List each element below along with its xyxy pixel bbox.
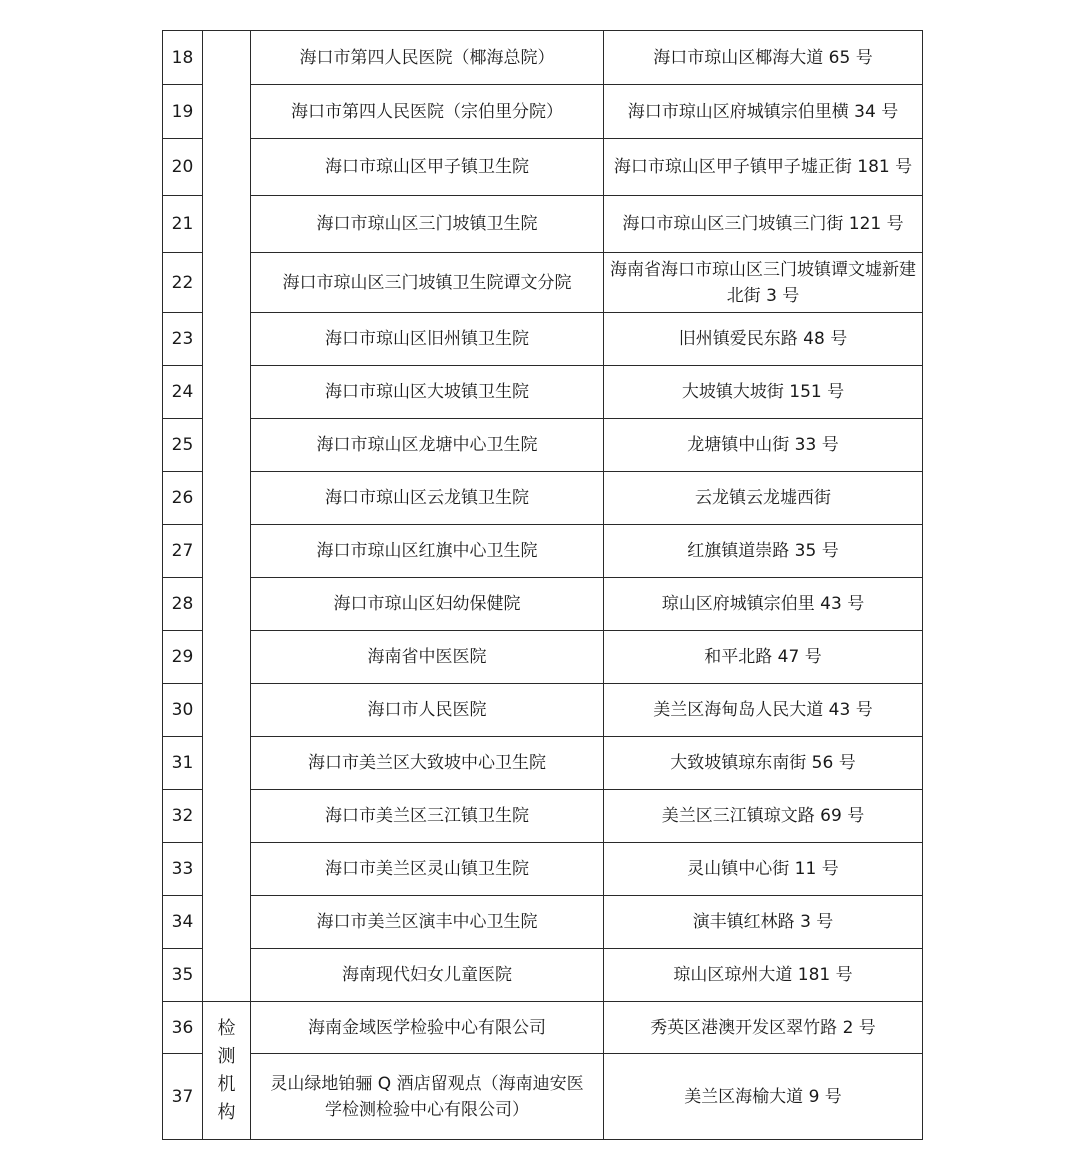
- institution-name: 海口市琼山区妇幼保健院: [251, 578, 604, 631]
- institution-name: 海口市人民医院: [251, 684, 604, 737]
- institution-name: 海南金域医学检验中心有限公司: [251, 1002, 604, 1054]
- institution-name: 海口市琼山区三门坡镇卫生院谭文分院: [251, 253, 604, 313]
- institution-name: 海口市美兰区三江镇卫生院: [251, 790, 604, 843]
- row-number: 37: [163, 1054, 203, 1140]
- table-row: [163, 31, 923, 85]
- institution-address: 红旗镇道崇路 35 号: [604, 525, 923, 578]
- row-number: 23: [163, 313, 203, 366]
- row-number: 28: [163, 578, 203, 631]
- institution-address: 美兰区海榆大道 9 号: [604, 1054, 923, 1140]
- row-number: 31: [163, 737, 203, 790]
- institution-name: 海口市美兰区大致坡中心卫生院: [251, 737, 604, 790]
- table-row: [163, 1054, 923, 1140]
- institution-name: 海口市琼山区大坡镇卫生院: [251, 366, 604, 419]
- institution-name: 海口市琼山区旧州镇卫生院: [251, 313, 604, 366]
- row-number: 20: [163, 139, 203, 196]
- institution-address: 海口市琼山区椰海大道 65 号: [604, 31, 923, 85]
- institution-address: 秀英区港澳开发区翠竹路 2 号: [604, 1002, 923, 1054]
- table-row: [163, 578, 923, 631]
- institution-name: 海口市第四人民医院（椰海总院）: [251, 31, 604, 85]
- institution-table: [162, 30, 923, 1140]
- row-number: 26: [163, 472, 203, 525]
- institution-address: 旧州镇爱民东路 48 号: [604, 313, 923, 366]
- institution-address: 和平北路 47 号: [604, 631, 923, 684]
- table-row: [163, 1002, 923, 1054]
- category-label: 检测机构: [217, 1017, 236, 1123]
- institution-address: 海南省海口市琼山区三门坡镇谭文墟新建北街 3 号: [604, 253, 923, 313]
- institution-address: 演丰镇红林路 3 号: [604, 896, 923, 949]
- table-row: [163, 525, 923, 578]
- table-row: [163, 366, 923, 419]
- institution-name: 海口市琼山区甲子镇卫生院: [251, 139, 604, 196]
- table-row: [163, 790, 923, 843]
- institution-address: 海口市琼山区府城镇宗伯里横 34 号: [604, 85, 923, 139]
- institution-address: 海口市琼山区甲子镇甲子墟正街 181 号: [604, 139, 923, 196]
- institution-name: 海口市琼山区红旗中心卫生院: [251, 525, 604, 578]
- institution-name: 海口市琼山区龙塘中心卫生院: [251, 419, 604, 472]
- table-row: [163, 843, 923, 896]
- row-number: 30: [163, 684, 203, 737]
- table-row: [163, 684, 923, 737]
- table-row: [163, 196, 923, 253]
- row-number: 22: [163, 253, 203, 313]
- institution-address: 美兰区海甸岛人民大道 43 号: [604, 684, 923, 737]
- table-row: [163, 949, 923, 1002]
- institution-name: 灵山绿地铂骊 Q 酒店留观点（海南迪安医学检测检验中心有限公司）: [251, 1054, 604, 1140]
- institution-name: 海口市琼山区云龙镇卫生院: [251, 472, 604, 525]
- institution-address: 大坡镇大坡街 151 号: [604, 366, 923, 419]
- row-number: 36: [163, 1002, 203, 1054]
- row-number: 21: [163, 196, 203, 253]
- institution-name: 海南省中医医院: [251, 631, 604, 684]
- institution-address: 美兰区三江镇琼文路 69 号: [604, 790, 923, 843]
- table-row: [163, 313, 923, 366]
- table-row: [163, 472, 923, 525]
- table-row: [163, 896, 923, 949]
- category-cell: [203, 1002, 251, 1140]
- institution-name: 海口市美兰区灵山镇卫生院: [251, 843, 604, 896]
- row-number: 25: [163, 419, 203, 472]
- institution-address: 琼山区琼州大道 181 号: [604, 949, 923, 1002]
- row-number: 35: [163, 949, 203, 1002]
- institution-address: 云龙镇云龙墟西街: [604, 472, 923, 525]
- row-number: 34: [163, 896, 203, 949]
- institution-address: 灵山镇中心街 11 号: [604, 843, 923, 896]
- row-number: 27: [163, 525, 203, 578]
- institution-name: 海口市琼山区三门坡镇卫生院: [251, 196, 604, 253]
- row-number: 32: [163, 790, 203, 843]
- table-row: [163, 631, 923, 684]
- institution-address: 琼山区府城镇宗伯里 43 号: [604, 578, 923, 631]
- table-row: [163, 85, 923, 139]
- row-number: 24: [163, 366, 203, 419]
- row-number: 18: [163, 31, 203, 85]
- table-row: [163, 737, 923, 790]
- row-number: 29: [163, 631, 203, 684]
- table-row: [163, 419, 923, 472]
- category-cell-empty: [203, 31, 251, 1002]
- institution-address: 海口市琼山区三门坡镇三门街 121 号: [604, 196, 923, 253]
- table-row: [163, 253, 923, 313]
- institution-name: 海口市美兰区演丰中心卫生院: [251, 896, 604, 949]
- row-number: 33: [163, 843, 203, 896]
- institution-name: 海口市第四人民医院（宗伯里分院）: [251, 85, 604, 139]
- table-row: [163, 139, 923, 196]
- institution-address: 大致坡镇琼东南街 56 号: [604, 737, 923, 790]
- row-number: 19: [163, 85, 203, 139]
- institution-address: 龙塘镇中山街 33 号: [604, 419, 923, 472]
- institution-name: 海南现代妇女儿童医院: [251, 949, 604, 1002]
